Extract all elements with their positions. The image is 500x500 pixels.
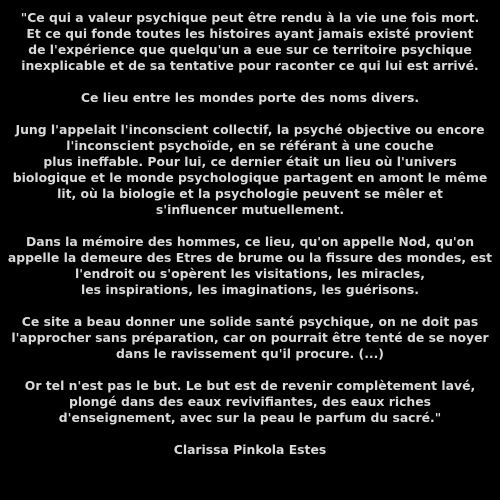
quote-line: l'inconscient psychoïde, en se référant à une couche	[66, 138, 434, 153]
quote-line: l'approcher sans préparation, car on pourrait être tenté de se noyer	[11, 330, 489, 345]
quote-line: les inspirations, les imaginations, les guérisons.	[81, 282, 419, 297]
quote-paragraph-2	[0, 90, 500, 106]
quote-paragraph-4	[0, 234, 500, 298]
quote-line: appelle la demeure des Etres de brume ou la fissure des mondes, est	[7, 250, 493, 265]
quote-line: plus ineffable. Pour lui, ce dernier était un lieu où l'univers	[43, 154, 457, 169]
quote-line: lit, où la biologie et la psychologie peuvent se mêler et	[57, 186, 443, 201]
quote-line: dans le ravissement qu'il procure. (...)	[116, 346, 384, 361]
quote-paragraph-5	[0, 314, 500, 362]
quote-line: "Ce qui a valeur psychique peut être rendu à la vie une fois mort.	[20, 10, 480, 25]
quote-paragraph-1	[0, 10, 500, 74]
quote-block	[0, 10, 500, 458]
quote-line: de l'expérience que quelqu'un a eue sur ce territoire psychique	[28, 42, 472, 57]
quote-line: Or tel n'est pas le but. Le but est de revenir complètement lavé,	[24, 378, 476, 393]
quote-line: l'endroit ou s'opèrent les visitations, les miracles,	[75, 266, 425, 281]
quote-line: Dans la mémoire des hommes, ce lieu, qu'on appelle Nod, qu'on	[25, 234, 475, 249]
quote-paragraph-3	[0, 122, 500, 218]
quote-line: Ce lieu entre les mondes porte des noms divers.	[80, 90, 420, 105]
quote-author: Clarissa Pinkola Estes	[173, 442, 327, 457]
quote-line: plongé dans des eaux revivifiantes, des eaux riches	[68, 394, 432, 409]
quote-line: biologique et le monde psychologique partagent en amont le même	[12, 170, 488, 185]
quote-paragraph-6	[0, 378, 500, 426]
quote-line: Jung l'appelait l'inconscient collectif, la psyché objective ou encore	[15, 122, 485, 137]
quote-line: d'enseignement, avec sur la peau le parfum du sacré."	[58, 410, 442, 425]
quote-line: s'influencer mutuellement.	[155, 202, 345, 217]
quote-line: Et ce qui fonde toutes les histoires ayant jamais existé provient	[26, 26, 474, 41]
quote-line: Ce site a beau donner une solide santé psychique, on ne doit pas	[21, 314, 479, 329]
quote-line: inexplicable et de sa tentative pour raconter ce qui lui est arrivé.	[21, 58, 479, 73]
